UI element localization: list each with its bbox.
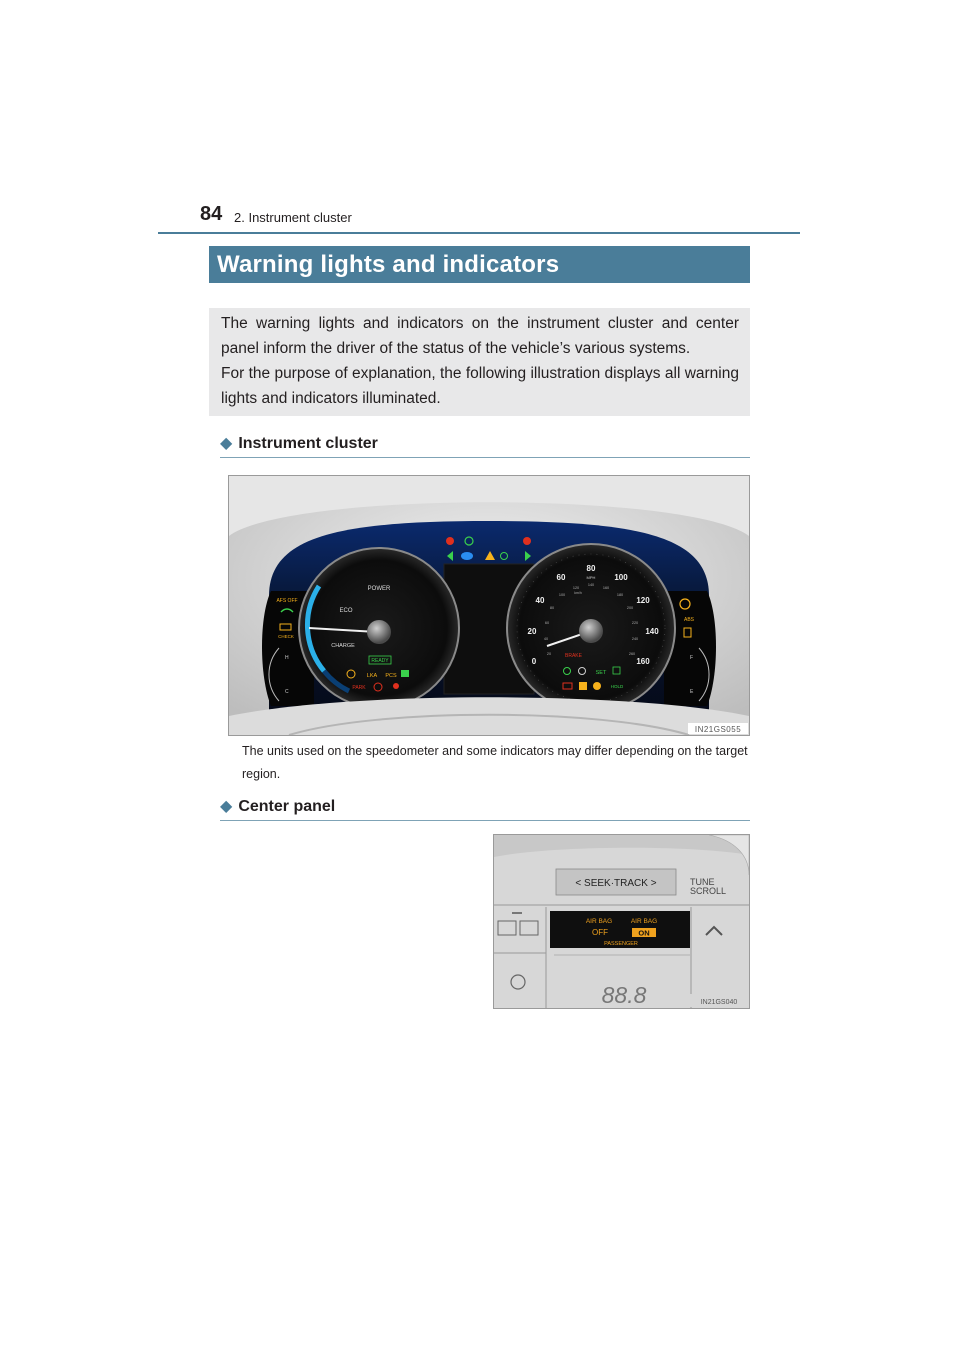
section-heading-text: Instrument cluster xyxy=(238,435,378,452)
mph-tick-120: 120 xyxy=(636,596,650,605)
kmh-tick-200: 200 xyxy=(626,606,634,610)
intro-paragraph-2: For the purpose of explanation, the following illustration displays all warning lights and indicators illuminated. xyxy=(221,365,739,407)
figure-id-cluster: IN21GS055 xyxy=(694,725,742,734)
tpms-icon xyxy=(593,682,601,690)
intro-paragraph-1: The warning lights and indicators on the instrument cluster and center panel inform the driver of the status of the vehicle’s various systems. xyxy=(221,315,739,357)
mph-tick-80: 80 xyxy=(586,564,596,573)
airbag-on-indicator: ON xyxy=(638,928,650,938)
kmh-tick-240: 240 xyxy=(631,637,639,641)
instrument-cluster-figure xyxy=(228,475,750,736)
set-indicator: SET xyxy=(595,670,607,676)
power-label: POWER xyxy=(367,586,391,592)
mph-tick-160: 160 xyxy=(636,657,650,666)
kmh-tick-120: 120 xyxy=(572,586,580,590)
high-beam-icon xyxy=(461,552,473,560)
tune-label: TUNE xyxy=(690,877,715,887)
section-heading-text: Center panel xyxy=(238,798,336,815)
kmh-tick-40: 40 xyxy=(543,637,549,641)
diamond-bullet-icon: ◆ xyxy=(220,435,233,452)
brake-indicator: BRAKE xyxy=(565,653,582,659)
temp-high-mark: H xyxy=(285,655,289,661)
airbag-left-label: AIR BAG xyxy=(585,918,613,925)
fuel-empty-mark: E xyxy=(690,689,694,695)
airbag-off-indicator: OFF xyxy=(592,928,608,937)
kmh-tick-80: 80 xyxy=(549,606,555,610)
charge-label: CHARGE xyxy=(331,643,355,649)
kmh-tick-60: 60 xyxy=(544,621,550,625)
temp-display: 88.8 xyxy=(601,982,647,1008)
running-header: 2. Instrument cluster xyxy=(234,210,352,225)
kmh-tick-160: 160 xyxy=(602,586,610,590)
passenger-seatbelt-icon xyxy=(523,537,531,545)
kmh-tick-140: 140 xyxy=(587,583,595,587)
kmh-tick-20: 20 xyxy=(546,652,552,656)
title-bar xyxy=(209,246,750,283)
airbag-right-label: AIR BAG xyxy=(630,918,658,925)
abs-indicator: ABS xyxy=(683,617,695,623)
page-number: 84 xyxy=(200,203,223,225)
fuel-full-mark: F xyxy=(690,655,694,661)
eco-label: ECO xyxy=(339,608,353,614)
seek-track-button: < SEEK·TRACK > xyxy=(575,878,657,889)
kmh-tick-100: 100 xyxy=(558,593,566,597)
mph-tick-60: 60 xyxy=(556,573,566,582)
check-indicator: CHECK xyxy=(278,634,294,639)
kmh-tick-180: 180 xyxy=(616,593,624,597)
kmh-tick-220: 220 xyxy=(631,621,639,625)
seatbelt-icon xyxy=(393,683,399,689)
hold-indicator: HOLD xyxy=(610,684,624,689)
mph-tick-140: 140 xyxy=(645,627,659,636)
mph-tick-100: 100 xyxy=(614,573,628,582)
page-title: Warning lights and indicators xyxy=(217,251,560,278)
seatbelt-warning-icon xyxy=(446,537,454,545)
scroll-label: SCROLL xyxy=(690,886,727,896)
ready-indicator: READY xyxy=(371,658,389,664)
mph-tick-40: 40 xyxy=(535,596,545,605)
section-heading-instrument-cluster xyxy=(220,433,378,453)
mph-unit: MPH xyxy=(586,575,596,580)
intro-box xyxy=(209,308,750,416)
section-rule xyxy=(220,457,750,458)
figure-id-center: IN21GS040 xyxy=(700,999,738,1006)
vsc-icon xyxy=(579,682,587,690)
mph-tick-0: 0 xyxy=(531,657,537,666)
figure-caption: The units used on the speedometer and some indicators may differ depending on the target region. xyxy=(242,744,748,781)
header-rule xyxy=(158,232,800,234)
diamond-bullet-icon: ◆ xyxy=(220,798,233,815)
temp-low-mark: C xyxy=(285,689,289,695)
section-heading-center-panel xyxy=(220,796,335,816)
mph-tick-20: 20 xyxy=(527,627,537,636)
center-panel-figure xyxy=(493,834,750,1009)
section-rule xyxy=(220,820,750,821)
passenger-label: PASSENGER xyxy=(604,941,638,947)
lka-indicator: LKA xyxy=(366,673,378,679)
afs-off-indicator: AFS OFF xyxy=(276,598,298,604)
parking-assist-icon xyxy=(401,670,409,677)
pcs-indicator: PCS xyxy=(385,673,397,679)
kmh-tick-260: 260 xyxy=(628,652,636,656)
kmh-unit: km/h xyxy=(574,591,582,595)
park-indicator: PARK xyxy=(352,685,366,691)
